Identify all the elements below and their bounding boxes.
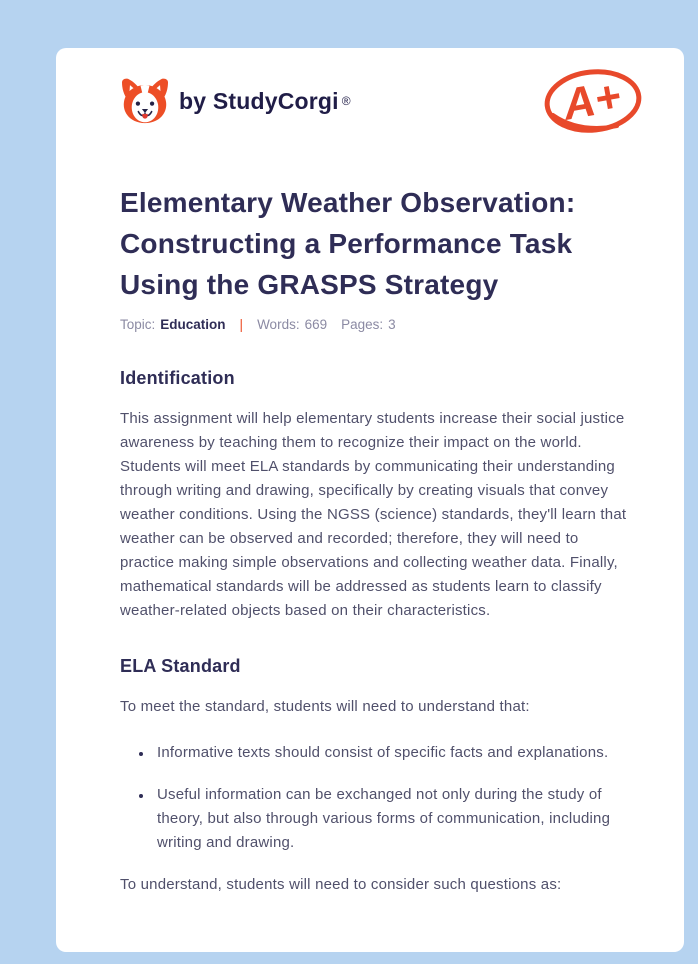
ela-outro-paragraph: To understand, students will need to consider such questions as: — [120, 876, 562, 893]
page-title: Elementary Weather Observation: Constructing a Performance Task Using the GRASPS Strategy — [120, 187, 576, 300]
topic-link[interactable]: Education — [160, 317, 226, 332]
registered-trademark: ® — [341, 94, 351, 108]
list-item: • Informative texts should consist of specific facts and explanations. — [153, 741, 627, 765]
meta-separator: | — [239, 317, 244, 332]
pages-label: Pages: — [341, 317, 384, 332]
section-heading-identification: Identification — [120, 368, 235, 388]
topic-label: Topic: — [120, 317, 156, 332]
identification-paragraph: This assignment will help elementary students increase their social justice awareness by teaching them to recognize their impact on the world. Students will meet ELA standards by communicating their understanding through writing and drawing, specifically by creating visuals that convey weather conditions. Using the NGSS (science) standards, they'll learn that weather can be observed and recorded; therefore, they will need to practice making simple observations and collecting weather data. Finally, mathematical standards will be addressed as students learn to classify weather-related objects based on their characteristics. — [120, 410, 627, 619]
words-value: 669 — [304, 317, 328, 332]
brand-text: by StudyCorgi — [179, 87, 339, 114]
bullet-list — [120, 741, 627, 855]
brand — [120, 78, 351, 124]
words-label: Words: — [257, 317, 300, 332]
card-content — [56, 48, 684, 897]
document-card — [56, 48, 684, 952]
a-plus-stamp-icon — [541, 65, 645, 137]
corgi-logo-icon — [120, 78, 170, 124]
list-item: • Useful information can be exchanged not only during the study of theory, but also through various forms of communication, including writing and drawing. — [153, 783, 627, 855]
meta-bar — [120, 315, 627, 335]
section-heading-ela-standard: ELA Standard — [120, 656, 241, 676]
card-header — [120, 65, 627, 137]
ela-intro-paragraph: To meet the standard, students will need to understand that: — [120, 698, 530, 715]
pages-value: 3 — [388, 317, 396, 332]
svg-text:A+: A+ — [559, 71, 625, 130]
